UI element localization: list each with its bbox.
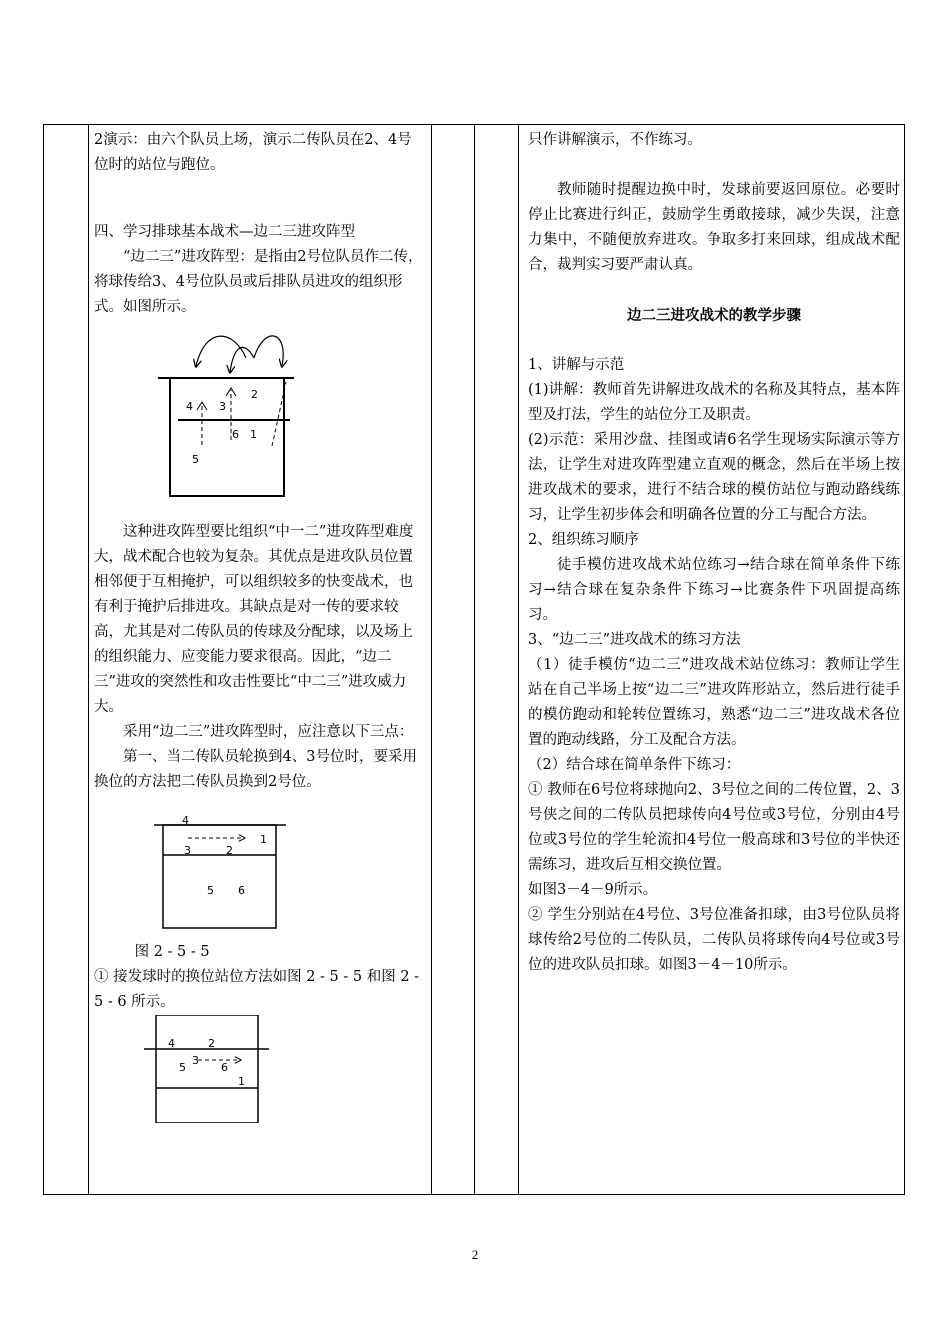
step-1-demo: (2)示范：采用沙盘、挂图或请6名学生现场实际演示等方法，让学生对进攻阵型建立直观的概念，然后在半场上按进攻战术的要求，进行不结合球的模仿站位与跑动路线练习，让学生初步体会和明确各位置的分工与配合方法。 (528, 432, 900, 523)
left-content-column (94, 125, 426, 1123)
formation-diagram-3 (94, 1015, 426, 1123)
position-3-label: 3 (184, 844, 191, 857)
column-divider (474, 125, 475, 1194)
position-5-label: 5 (179, 1061, 186, 1074)
lesson-table (43, 124, 905, 1195)
position-3-label: 3 (219, 400, 226, 413)
step-3-drill-1: ① 教师在6号位将球抛向2、3号位之间的二传位置，2、3号侠之间的二传队员把球传向4号位或3号位，分别由4号位或3号位的学生轮流扣4号位一般高球和3号位的半快还需练习，进攻后互相交换位置。 (528, 782, 900, 873)
position-4-label: 4 (182, 814, 189, 827)
right-content-column (528, 125, 900, 978)
position-1-label: 1 (260, 833, 267, 846)
position-5-label: 5 (192, 453, 199, 466)
step-3-drill-2: ② 学生分别站在4号位、3号位准备扣球，由3号位队员将球传给2号位的二传队员，二传队员将球传向4号位或3号位的进攻队员扣球。如图3－4－10所示。 (528, 907, 900, 973)
section-heading-4: 四、学习排球基本战术—边二三进攻阵型 (94, 224, 355, 240)
position-2-label: 2 (251, 388, 258, 401)
position-6-label: 6 (232, 428, 239, 441)
page-number: 2 (471, 1247, 479, 1262)
notice-paragraph: 采用“边二三”进攻阵型时，应注意以下三点： (123, 724, 414, 740)
step-3-freehand: （1）徒手模仿“边二三”进攻战术站位练习：教师让学生站在自己半场上按“边二三”进攻阵形站立，然后进行徒手的模仿跑动和轮转位置练习，熟悉“边二三”进攻战术各位置的跑动线路，分工及配合方法。 (528, 657, 900, 748)
method-paragraph: ① 接发球时的换位站位方法如图 2 - 5 - 5 和图 2 - 5 - 6 所示。 (94, 969, 420, 1010)
position-4-label: 4 (186, 400, 193, 413)
formation-diagram-1 (94, 320, 426, 510)
analysis-paragraph: 这种进攻阵型要比组织“中一二”进攻阵型难度大，战术配合也较为复杂。其优点是进攻队员位置相邻便于互相掩护，可以组织较多的快变战术，也有利于掩护后排进攻。其缺点是对一传的要求较高，尤其是对二传队员的传球及分配球，以及场上的组织能力、应变能力要求很高。因此，“边二三”进攻的突然性和攻击性要比“中二三”进攻威力大。 (94, 524, 414, 715)
note-paragraph: 只作讲解演示，不作练习。 (528, 132, 702, 148)
step-1-title: 1、讲解与示范 (528, 357, 625, 373)
step-2-sequence: 徒手模仿进攻战术站位练习→结合球在简单条件下练习→结合球在复杂条件下练习→比赛条件下巩固提高练习。 (528, 557, 900, 623)
position-5-label: 5 (207, 884, 214, 897)
step-3-title: 3、“边二三”进攻战术的练习方法 (528, 632, 741, 648)
definition-paragraph: “边二三”进攻阵型：是指由2号位队员作二传，将球传给3、4号位队员或后排队员进攻的组织形式。如图所示。 (94, 249, 423, 315)
formation-diagram-2 (94, 795, 426, 935)
figure-caption: 图 2 - 5 - 5 (134, 944, 210, 960)
step-2-title: 2、组织练习顺序 (528, 532, 639, 548)
position-6-label: 6 (238, 884, 245, 897)
step-3-figure-ref: 如图3－4－9所示。 (528, 882, 658, 898)
teacher-reminder-paragraph: 教师随时提醒边换中时，发球前要返回原位。必要时停止比赛进行纠正，鼓励学生勇敢接球，减少失误，注意力集中，不随便放弃进攻。争取多打来回球，组成战术配合，裁判实习要严肃认真。 (528, 182, 900, 273)
demo-paragraph: 2演示：由六个队员上场，演示二传队员在2、4号位时的站位与跑位。 (94, 132, 412, 173)
steps-heading: 边二三进攻战术的教学步骤 (627, 307, 801, 324)
position-3-label: 3 (192, 1054, 199, 1067)
position-1-label: 1 (238, 1075, 245, 1088)
point-one-paragraph: 第一、当二传队员轮换到4、3号位时，要采用换位的方法把二传队员换到2号位。 (94, 749, 417, 790)
position-1-label: 1 (250, 428, 257, 441)
step-1-explain: (1)讲解：教师首先讲解进攻战术的名称及其特点，基本阵型及打法，学生的站位分工及职责。 (528, 382, 900, 423)
step-3-simple-title: （2）结合球在简单条件下练习： (528, 757, 741, 773)
position-2-label: 2 (208, 1037, 215, 1050)
position-4-label: 4 (168, 1037, 175, 1050)
column-divider (88, 125, 89, 1194)
column-divider (431, 125, 432, 1194)
position-2-label: 2 (226, 844, 233, 857)
column-divider (518, 125, 519, 1194)
position-6-label: 6 (221, 1061, 228, 1074)
